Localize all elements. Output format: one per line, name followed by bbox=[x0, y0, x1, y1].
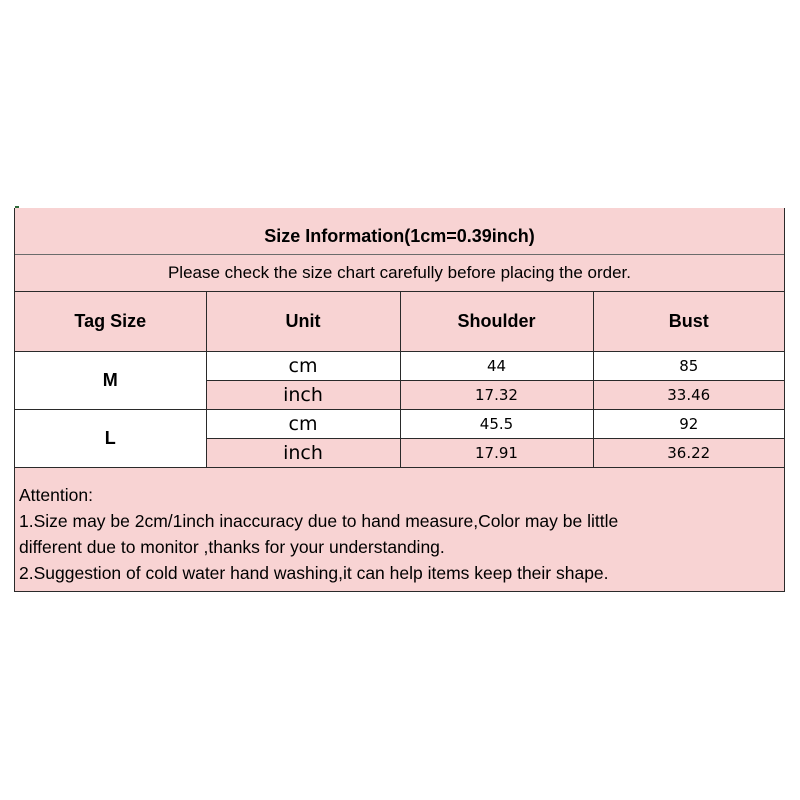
tag-size-cell: M bbox=[15, 352, 206, 410]
table-row bbox=[15, 352, 784, 381]
unit-cell: inch bbox=[206, 381, 400, 410]
size-info-title: Size Information(1cm=0.39inch) bbox=[15, 208, 784, 255]
bust-cell: 33.46 bbox=[593, 381, 784, 410]
unit-cell: cm bbox=[206, 410, 400, 439]
attention-notes bbox=[15, 467, 784, 592]
attention-heading: Attention: bbox=[19, 485, 93, 505]
unit-cell: inch bbox=[206, 439, 400, 468]
shoulder-cell: 44 bbox=[400, 352, 593, 381]
shoulder-cell: 17.91 bbox=[400, 439, 593, 468]
header-tag-size: Tag Size bbox=[15, 292, 206, 352]
shoulder-cell: 17.32 bbox=[400, 381, 593, 410]
table-row bbox=[15, 410, 784, 439]
bust-cell: 36.22 bbox=[593, 439, 784, 468]
attention-note-1-line-1: 1.Size may be 2cm/1inch inaccuracy due to hand measure,Color may be little bbox=[19, 511, 619, 531]
unit-cell: cm bbox=[206, 352, 400, 381]
header-shoulder: Shoulder bbox=[400, 292, 593, 352]
size-info-subtitle: Please check the size chart carefully before placing the order. bbox=[15, 255, 784, 292]
bust-cell: 92 bbox=[593, 410, 784, 439]
attention-note-1-line-2: different due to monitor ,thanks for your understanding. bbox=[19, 537, 445, 557]
bust-cell: 85 bbox=[593, 352, 784, 381]
size-chart-sheet bbox=[14, 208, 785, 592]
header-bust: Bust bbox=[593, 292, 784, 352]
tag-size-cell: L bbox=[15, 410, 206, 468]
shoulder-cell: 45.5 bbox=[400, 410, 593, 439]
attention-note-2: 2.Suggestion of cold water hand washing,it can help items keep their shape. bbox=[19, 563, 609, 583]
header-unit: Unit bbox=[206, 292, 400, 352]
table-header-row bbox=[15, 292, 784, 352]
size-table bbox=[15, 291, 784, 468]
